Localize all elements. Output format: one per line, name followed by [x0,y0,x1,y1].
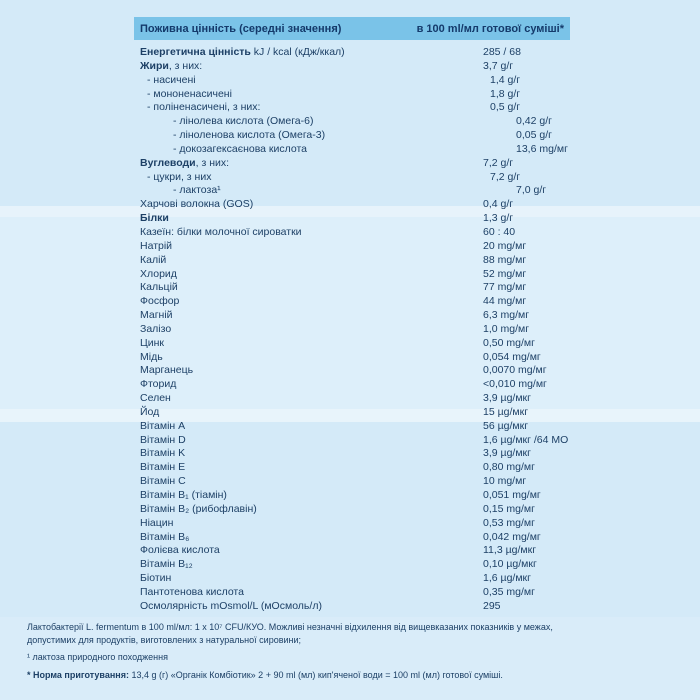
row-value: 44 mg/мг [483,295,527,308]
row-label: Цинк [140,336,165,349]
row-label: Харчові волокна (GOS) [140,198,254,211]
table-row [134,212,570,226]
row-value: 15 µg/мкг [483,405,529,418]
footnote-preparation [27,669,687,682]
table-row [134,323,570,337]
footnote-preparation-rest: 13,4 g (г) «Органік Комбіотик» 2 + 90 ml (мл) кип'яченої води = 100 ml (мл) готової суміші. [128,670,503,680]
row-label: - насичені [147,73,196,86]
row-value: 3,9 µg/мкг [483,392,531,405]
row-label: Кальцій [140,281,178,294]
table-row [134,392,570,406]
row-value: 0,054 mg/мг [483,350,541,363]
row-label: Вуглеводи, з них: [140,156,230,169]
table-row [134,503,570,517]
footnote-bacteria-line2: допустимих для продуктів, виготовлених з натуральної сировини; [27,635,302,645]
table-row [134,586,570,600]
row-value: 0,80 mg/мг [483,461,535,474]
row-value: 1,6 µg/мкг /64 МО [483,433,569,446]
table-row [134,240,570,254]
row-label: - цукри, з них [147,170,212,183]
row-value: 1,0 mg/мг [483,322,530,335]
footnote-bacteria-line1: Лактобактерії L. fermentum в 100 ml/мл: 1 x 10⁷ CFU/КУО. Можливі незначні відхилення від вищевказаних показників у межах, [27,622,553,632]
row-label: - лінолева кислота (Омега-6) [173,115,314,128]
row-value: 0,10 µg/мкг [483,558,537,571]
row-label: - лактоза¹ [173,184,221,197]
row-value: 7,0 g/г [516,184,547,197]
row-label: Натрій [140,239,173,252]
nutrition-table [134,17,570,614]
table-row [134,461,570,475]
row-value: 6,3 mg/мг [483,309,530,322]
row-value: 20 mg/мг [483,239,527,252]
row-label: Залізо [140,322,172,335]
row-label: Йод [140,405,160,418]
row-label: Фторид [140,378,177,391]
table-row [134,129,570,143]
row-label: - мононенасичені [147,87,232,100]
table-row [134,406,570,420]
row-value: 11,3 µg/мкг [483,544,537,557]
row-value: 77 mg/мг [483,281,527,294]
table-row [134,531,570,545]
row-label: Осмолярність mOsmol/L (мОсмоль/л) [140,599,322,612]
table-row [134,60,570,74]
row-label: Калій [140,253,167,266]
table-row [134,295,570,309]
row-label: Селен [140,392,171,405]
table-row [134,281,570,295]
row-value: 7,2 g/г [490,170,521,183]
footnotes [27,621,687,682]
table-row [134,489,570,503]
row-label: Вітамін A [140,419,186,432]
row-label: Вітамін K [140,447,186,460]
table-header [134,17,570,40]
table-row [134,544,570,558]
row-value: 0,4 g/г [483,198,514,211]
table-row [134,88,570,102]
row-value: 1,4 g/г [490,73,521,86]
row-value: 3,9 µg/мкг [483,447,531,460]
table-row [134,74,570,88]
table-row [134,420,570,434]
row-value: 10 mg/мг [483,475,527,488]
row-label: Вітамін B₂ (рибофлавін) [140,502,257,515]
row-value: 13,6 mg/мг [516,142,568,155]
row-label: Вітамін E [140,461,186,474]
row-value: 52 mg/мг [483,267,527,280]
table-row [134,101,570,115]
table-header-per-column: в 100 ml/мл готової суміші* [416,22,564,35]
row-value: 0,5 g/г [490,101,521,114]
row-label: Вітамін D [140,433,186,446]
table-row [134,309,570,323]
row-value: <0,010 mg/мг [483,378,547,391]
table-row [134,268,570,282]
table-row [134,184,570,198]
footnote-preparation-lead: * Норма приготування: [27,670,129,680]
footnote-lactose: ¹ лактоза природного походження [27,652,168,662]
row-value: 0,051 mg/мг [483,489,541,501]
row-value: 295 [483,599,501,612]
row-label: Енергетична цінність kJ / kcal (кДж/ккал) [140,46,345,58]
row-value: 3,7 g/г [483,59,514,72]
row-value: 285 / 68 [483,46,521,58]
row-label: Жири, з них: [140,59,203,72]
row-label: Білки [140,212,169,225]
table-row [134,198,570,212]
row-label: Марганець [140,364,194,377]
row-value: 1,6 µg/мкг [483,572,531,585]
footnote-bacteria [27,621,687,647]
row-label: Хлорид [140,267,177,280]
row-value: 0,15 mg/мг [483,502,535,515]
row-value: 0,042 mg/мг [483,530,541,543]
table-row [134,558,570,572]
row-label: Магній [140,309,173,322]
row-label: - ліноленова кислота (Омега-3) [173,129,326,142]
table-row [134,171,570,185]
row-value: 0,42 g/г [516,115,552,128]
table-row [134,143,570,157]
row-value: 0,35 mg/мг [483,585,535,598]
row-value: 1,3 g/г [483,212,514,225]
row-label: Фолієва кислота [140,544,220,557]
row-label: Мідь [140,350,163,363]
table-header-title: Поживна цінність (середні значення) [140,22,342,35]
row-value: 60 : 40 [483,225,516,238]
row-value: 0,53 mg/мг [483,516,535,529]
row-label: - докозагексаєнова кислота [173,142,308,155]
row-value: 1,8 g/г [490,87,521,100]
table-row [134,434,570,448]
table-row [134,46,570,60]
row-label: Вітамін B₁ (тіамін) [140,489,227,501]
row-label: Пантотенова кислота [140,585,244,598]
nutrition-rows [134,46,570,614]
table-row [134,475,570,489]
row-label: - поліненасичені, з них: [147,101,261,114]
row-label: Фосфор [140,295,180,308]
table-row [134,254,570,268]
row-label: Вітамін B₆ [140,530,190,543]
table-row [134,157,570,171]
row-label: Ніацин [140,516,174,529]
row-label: Біотин [140,572,172,585]
table-row [134,337,570,351]
table-row [134,364,570,378]
table-row [134,572,570,586]
table-row [134,226,570,240]
row-value: 88 mg/мг [483,253,527,266]
row-label: Казеїн: білки молочної сироватки [140,225,302,238]
table-row [134,517,570,531]
row-value: 0,05 g/г [516,129,552,142]
table-row [134,447,570,461]
row-label: Вітамін B₁₂ [140,558,193,571]
table-row [134,378,570,392]
row-value: 7,2 g/г [483,156,514,169]
row-value: 56 µg/мкг [483,419,529,432]
table-row [134,600,570,614]
row-label: Вітамін C [140,475,186,488]
row-value: 0,0070 mg/мг [483,364,547,377]
row-value: 0,50 mg/мг [483,336,535,349]
table-row [134,115,570,129]
table-row [134,351,570,365]
